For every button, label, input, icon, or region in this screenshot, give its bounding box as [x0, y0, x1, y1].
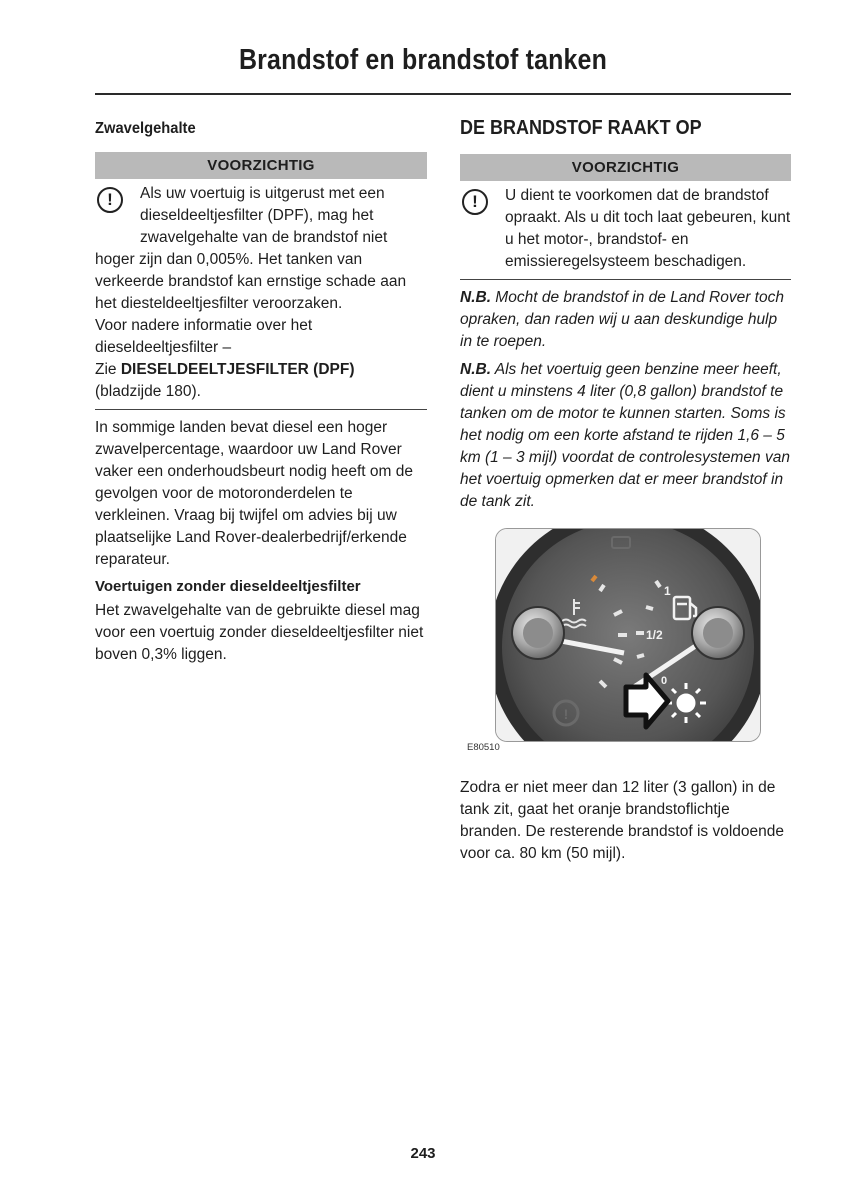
caution-reference: Zie DIESELDEELTJESFILTER (DPF) (bladzijde 180).	[95, 361, 355, 400]
fuel-mark-full: 1	[664, 584, 671, 598]
fuel-warning-lamp-icon	[666, 683, 706, 723]
section-heading-fuel-low: DE BRANDSTOF RAAKT OP	[460, 117, 702, 139]
fuel-mark-empty: 0	[661, 675, 668, 687]
fuel-mark-half: 1/2	[646, 628, 663, 642]
note-prefix: N.B.	[460, 289, 491, 306]
caution-line: zwavelgehalte van de brandstof niet	[140, 229, 388, 246]
fuel-gauge-image	[495, 528, 761, 742]
caution-text: U dient te voorkomen dat de brandstof opraakt. Als u dit toch laat gebeuren, kunt u het motor-, brandstof- en emissieregelsysteem beschadigen.	[505, 187, 791, 270]
caution-box	[460, 181, 791, 280]
page-number: 243	[410, 1145, 436, 1162]
body-paragraph: Het zwavelgehalte van de gebruikte diesel mag voor een voertuig zonder dieseldeeltjesfilter niet boven 0,3% liggen.	[95, 602, 424, 663]
caution-header: VOORZICHTIG	[95, 152, 427, 179]
fuel-gauge-figure	[460, 528, 791, 763]
left-column	[95, 112, 427, 666]
title-divider	[95, 93, 791, 95]
caution-header: VOORZICHTIG	[460, 154, 791, 181]
exclamation-circle-icon: !	[97, 187, 123, 213]
figure-caption: Zodra er niet meer dan 12 liter (3 gallon) in de tank zit, gaat het oranje brandstoflichtje branden. De resterende brandstof is voldoende voor ca. 80 km (50 mijl).	[460, 779, 784, 862]
fuel-tick	[637, 655, 644, 657]
note: N.B. Als het voertuig geen benzine meer heeft, dient u minstens 4 liter (0,8 gallon) brandstof te tanken om de motor te kunnen starten. Soms is het nodig om een korte afstand te rijden 1,6 – 5 km (1 – 3 mijl) voordat de controlesystemen van het voertuig opmerken dat er meer brandstof in de tank zit.	[460, 361, 790, 510]
right-column	[460, 112, 791, 865]
section-heading-sulfur: Zwavelgehalte	[95, 120, 196, 137]
page-title: Brandstof en brandstof tanken	[238, 44, 608, 76]
fuel-gauge-illustration	[496, 529, 760, 741]
reference-page: (bladzijde 180).	[95, 383, 201, 400]
body-paragraph: In sommige landen bevat diesel een hoger zwavelpercentage, waardoor uw Land Rover vaker een onderhoudsbeurt nodig heeft om de gevolgen voor de motoronderdelen te verkleinen. Vraag bij twijfel om advies bij uw plaatselijke Land Rover-dealerbedrijf/erkende reparateur.	[95, 419, 413, 568]
caution-body: hoger zijn dan 0,005%. Het tanken van verkeerde brandstof kan ernstige schade aan het diesteldeeltjesfilter veroorzaken.	[95, 251, 407, 312]
caution-line: dieseldeeltjesfilter (DPF), mag het	[140, 207, 374, 224]
note: N.B. Mocht de brandstof in de Land Rover toch opraken, dan raden wij u aan deskundige hulp in te roepen.	[460, 289, 784, 350]
exclamation-circle-icon: !	[462, 189, 488, 215]
fuel-tick	[646, 607, 653, 609]
caution-box	[95, 179, 427, 410]
caution-more-info: Voor nadere informatie over het dieseldeeltjesfilter –	[95, 317, 313, 356]
subheading-no-dpf: Voertuigen zonder dieseldeeltjesfilter	[95, 578, 361, 595]
svg-text:!: !	[563, 706, 569, 722]
figure-id: E80510	[467, 742, 500, 753]
reference-link[interactable]: DIESELDEELTJESFILTER (DPF)	[120, 361, 355, 378]
note-prefix: N.B.	[460, 361, 491, 378]
caution-line: Als uw voertuig is uitgerust met een	[140, 185, 385, 202]
